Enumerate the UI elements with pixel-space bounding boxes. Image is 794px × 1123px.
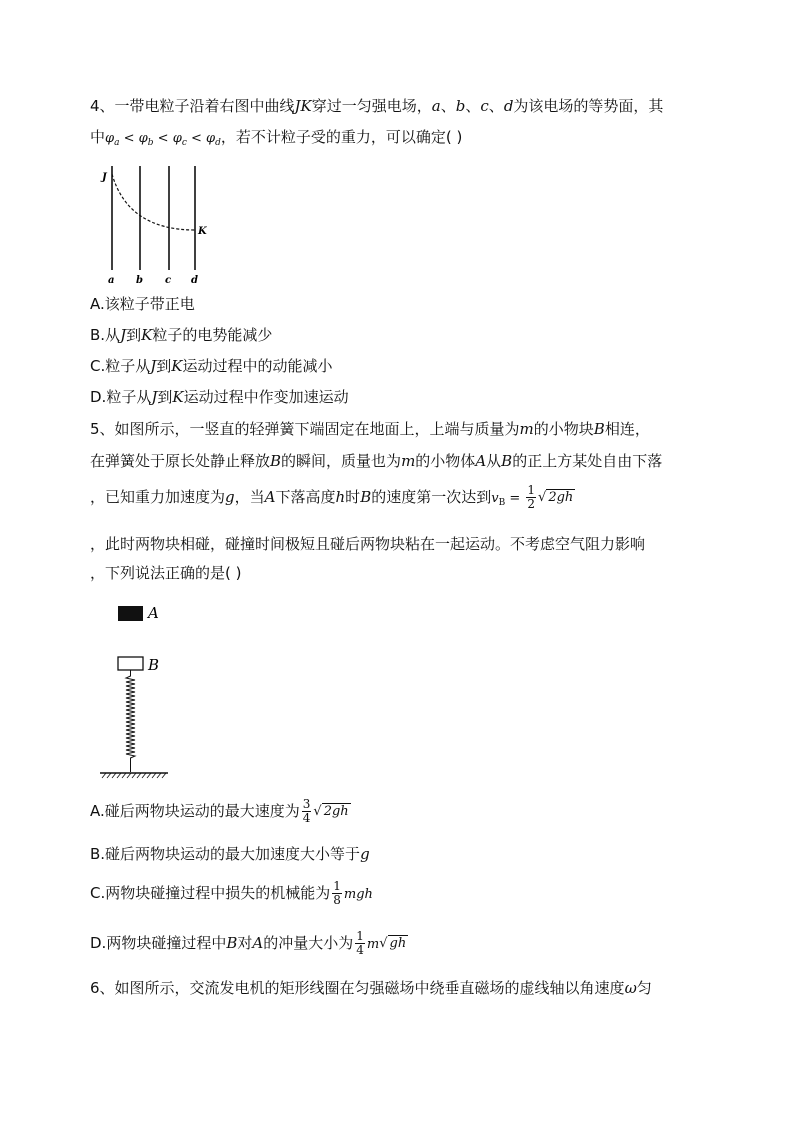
q5-option-c: C.两物块碰撞过程中损失的机械能为 $\frac{1}{8}$ mgh xyxy=(90,879,373,907)
label-block-a: A xyxy=(148,604,159,622)
equipotential-figure xyxy=(98,160,218,290)
fraction-three-quarters: $\frac{3}{4}$ xyxy=(302,797,311,825)
sqrt-2gh-option: √ 2gh xyxy=(313,803,349,819)
fraction-one-eighth: $\frac{1}{8}$ xyxy=(333,879,341,907)
q4-stem-line1: 4、一带电粒子沿着右图中曲线JK穿过一匀强电场，a、b、c、d为该电场的等势面，其 xyxy=(90,97,664,115)
q5-option-b: B.碰后两物块运动的最大加速度大小等于g xyxy=(90,845,370,863)
q4-option-a: A.该粒子带正电 xyxy=(90,295,195,313)
q4-option-d: D.粒子从J到K运动过程中作变加速运动 xyxy=(90,388,349,406)
plane-label-a: a xyxy=(108,275,115,286)
q5-stem-line3: ，已知重力加速度为g，当A下落高度h时B的速度第一次达到$v_B$ = $\frac{1}{2}$ √ 2gh xyxy=(90,480,575,520)
q6-stem-line1: 6、如图所示，交流发电机的矩形线圈在匀强磁场中绕垂直磁场的虚线轴以角速度ω匀 xyxy=(90,979,652,997)
spring-block-figure xyxy=(98,596,188,782)
q4-option-b: B.从J到K粒子的电势能减少 xyxy=(90,326,273,344)
q4-stem-line2: 中$\varphi_a < \varphi_b < \varphi_c < \varphi_d$，若不计粒子受的重力，可以确定( ) xyxy=(90,128,463,148)
block-a xyxy=(118,606,143,621)
sqrt-gh: √ gh xyxy=(379,935,407,951)
plane-label-b: b xyxy=(136,275,143,286)
q4-option-c: C.粒子从J到K运动过程中的动能减小 xyxy=(90,357,333,375)
q5-stem-line2: 在弹簧处于原长处静止释放B的瞬间，质量也为m的小物体A从B的正上方某处自由下落 xyxy=(90,452,663,470)
label-j: J xyxy=(102,172,107,183)
label-k: K xyxy=(198,226,207,237)
potential-inequality: $\varphi_a < \varphi_b < \varphi_c < \varphi_d$ xyxy=(105,131,221,148)
fraction-one-quarter: $\frac{1}{4}$ xyxy=(356,929,364,957)
ground-hatching xyxy=(102,773,166,778)
q5-stem-line4: ，此时两物块相碰，碰撞时间极短且碰后两物块粘在一起运动。不考虑空气阻力影响 xyxy=(90,535,646,553)
trajectory-curve xyxy=(112,174,195,230)
q5-stem-line1: 5、如图所示，一竖直的轻弹簧下端固定在地面上，上端与质量为m的小物块B相连， xyxy=(90,420,650,438)
plane-label-c: c xyxy=(165,275,172,286)
label-block-b: B xyxy=(148,656,160,674)
fraction-half: $\frac{1}{2}$ xyxy=(527,483,536,511)
spring xyxy=(126,670,135,772)
sqrt-2gh: √ 2gh xyxy=(538,489,574,505)
q5-stem-line5: ，下列说法正确的是( ) xyxy=(90,564,242,582)
vb-formula: $v_B$ = xyxy=(491,491,525,508)
block-b xyxy=(118,657,143,670)
plane-label-d: d xyxy=(191,275,198,286)
q5-option-d: D.两物块碰撞过程中B对A的冲量大小为 $\frac{1}{4}$ m√ gh xyxy=(90,926,408,962)
q5-option-a: A.碰后两物块运动的最大速度为 $\frac{3}{4}$ √ 2gh xyxy=(90,794,351,829)
